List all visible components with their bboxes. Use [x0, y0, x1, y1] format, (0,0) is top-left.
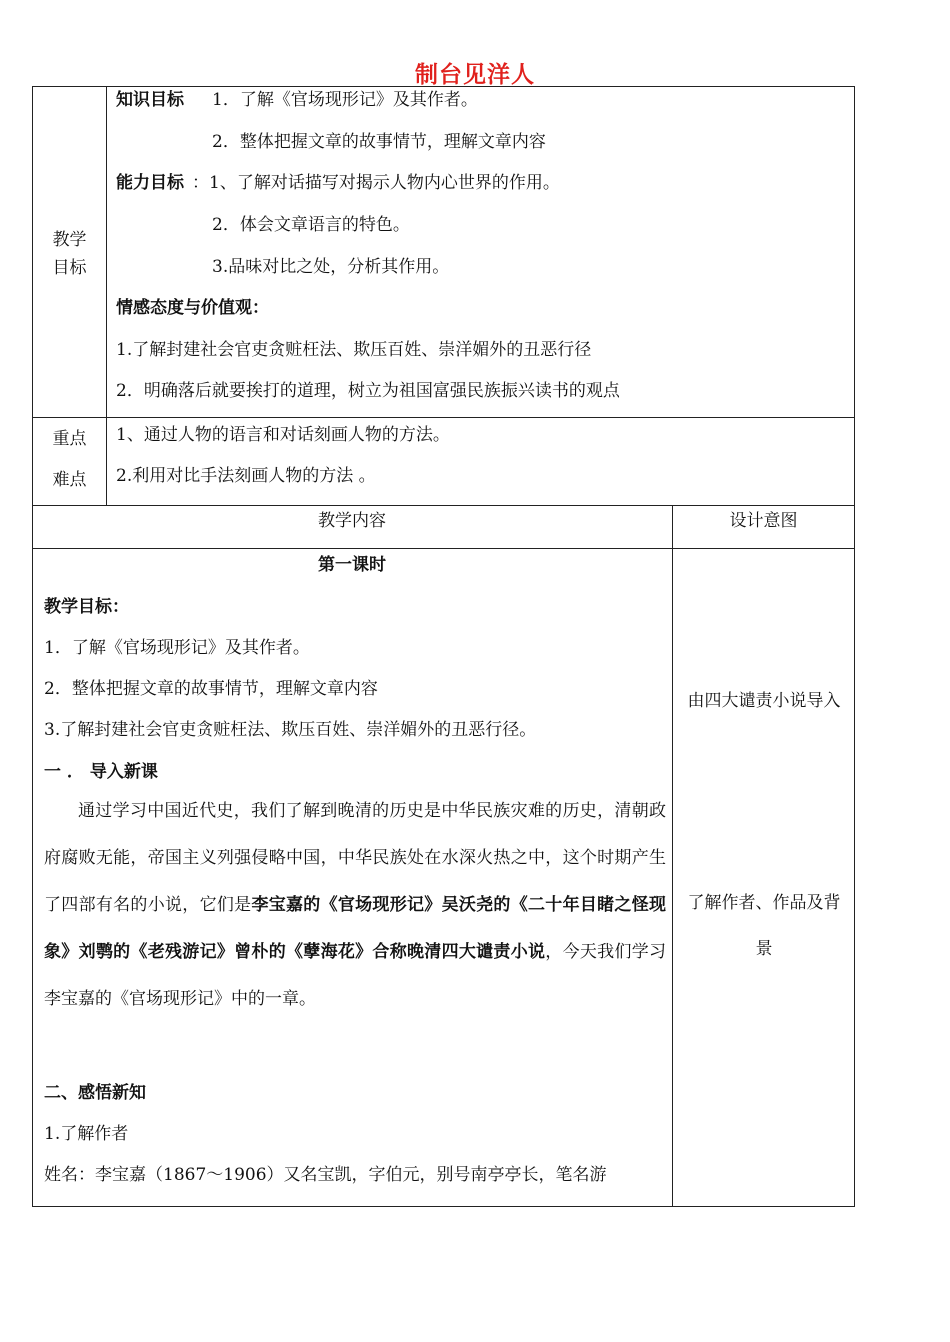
- section-intro-heading: 一 ． 导入新课: [44, 762, 158, 782]
- lesson-heading: 第一课时: [318, 555, 386, 575]
- emotion-item: 1.了解封建社会官吏贪赃枉法、欺压百姓、崇洋媚外的丑恶行径: [116, 340, 592, 360]
- intent-header: 设计意图: [729, 511, 798, 531]
- knowledge-label: 知识目标: [116, 90, 184, 110]
- intro-paragraph: [44, 788, 666, 1023]
- content-header: 教学内容: [318, 511, 386, 531]
- label-column-divider: [106, 86, 107, 505]
- ability-item: 2．体会文章语言的特色。: [212, 215, 410, 235]
- intro-text: 通过学习中国近代史，我们了解到晚清的历史是中华民族灾难的历史，清朝政府腐败无能，帝国主义列强侵略中国，中华民族处在水深火热之中，这个时期产生了四部有名的小说，它们是: [44, 801, 666, 915]
- emotion-label: 情感态度与价值观：: [116, 298, 269, 318]
- page-title: 制台见洋人: [415, 62, 535, 88]
- ability-label: 能力目标: [116, 173, 184, 193]
- knowledge-item: 2．整体把握文章的故事情节，理解文章内容: [212, 132, 546, 152]
- ability-item: ：1、了解对话描写对揭示人物内心世界的作用。: [192, 173, 560, 193]
- lesson-goal: 3.了解封建社会官吏贪赃枉法、欺压百姓、崇洋媚外的丑恶行径。: [44, 720, 537, 740]
- key-item: 1、通过人物的语言和对话刻画人物的方法。: [116, 425, 450, 445]
- subsection-author: 1.了解作者: [44, 1124, 129, 1144]
- objectives-label: 教学目标: [52, 230, 87, 278]
- key-item: 2.利用对比手法刻画人物的方法 。: [116, 466, 376, 486]
- author-info: 姓名：李宝嘉（1867～1906）又名宝凯，字伯元，别号南亭亭长，笔名游: [44, 1165, 607, 1185]
- row-divider: [32, 417, 855, 418]
- row-divider: [32, 505, 855, 506]
- ability-item: 3.品味对比之处，分析其作用。: [212, 257, 450, 277]
- lesson-goal: 2．整体把握文章的故事情节，理解文章内容: [44, 679, 378, 699]
- difficulty-label: 难点: [52, 470, 87, 490]
- knowledge-item: 1．了解《官场现形记》及其作者。: [212, 90, 478, 110]
- section-new-knowledge-heading: 二、感悟新知: [44, 1083, 146, 1103]
- lesson-goal: 1．了解《官场现形记》及其作者。: [44, 638, 310, 658]
- key-label: 重点: [52, 429, 87, 449]
- intent-column-divider: [672, 505, 673, 1207]
- intro-bold-text: 李宝嘉的《官场现形记》吴沃尧的《二十年目睹之怪现象》刘鹗的《老残游记》曾朴的《孽海花》合称晚清四大谴责小说: [44, 895, 667, 962]
- lesson-goal-label: 教学目标：: [44, 597, 129, 617]
- intro-text-end: ，今天我们学习李宝嘉的《官场现形记》中的一章。: [44, 942, 667, 1009]
- emotion-item: 2．明确落后就要挨打的道理，树立为祖国富强民族振兴读书的观点: [116, 381, 620, 401]
- intent-note: 了解作者、作品及背景: [687, 893, 841, 959]
- row-divider: [32, 548, 855, 549]
- intent-note: 由四大谴责小说导入: [687, 691, 841, 711]
